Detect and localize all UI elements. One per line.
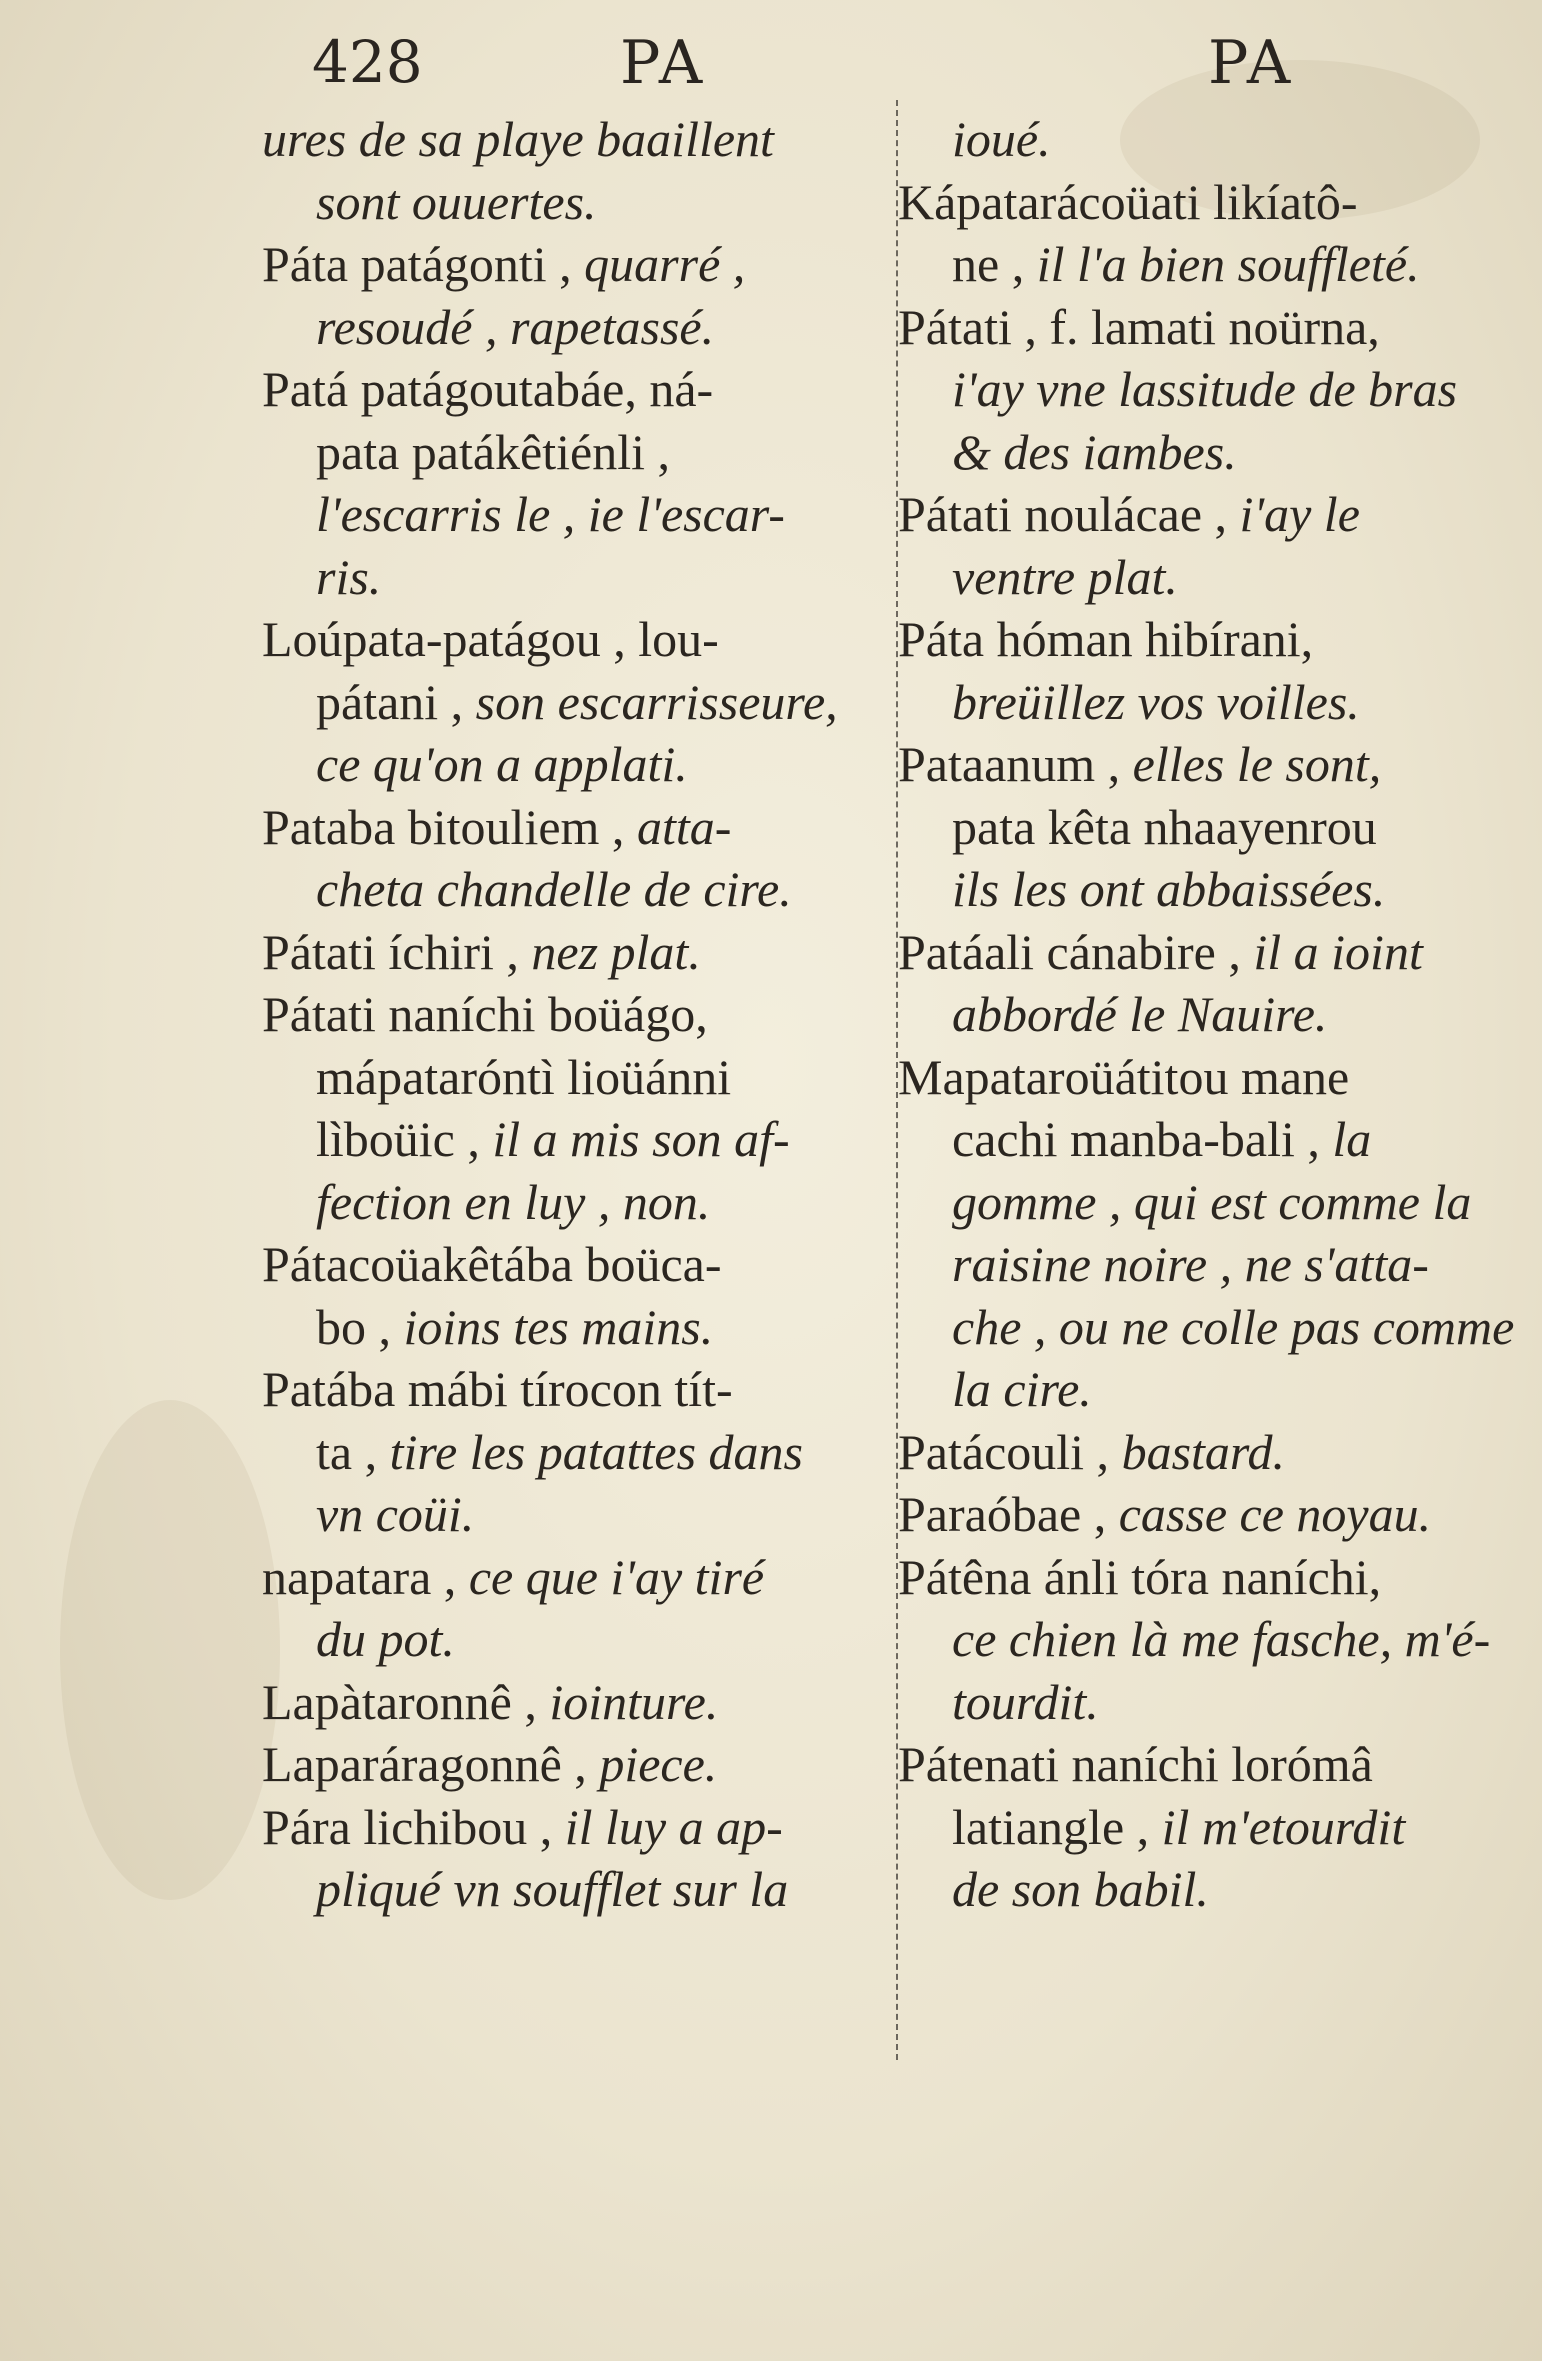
- french-gloss: il l'a bien souffleté.: [1036, 236, 1420, 292]
- french-gloss: ils les ont abbaissées.: [952, 861, 1386, 917]
- french-gloss: pliqué vn soufflet sur la: [316, 1861, 789, 1917]
- carib-term: Lapàtaronnê ,: [262, 1673, 550, 1730]
- dictionary-line: [898, 796, 1518, 859]
- french-gloss: la cire.: [952, 1361, 1092, 1417]
- dictionary-line: [262, 1296, 892, 1359]
- dictionary-line: [898, 983, 1518, 1046]
- dictionary-line: [262, 1608, 892, 1671]
- dictionary-line: [262, 1233, 892, 1296]
- carib-term: Mapataroüátitou mane: [898, 1048, 1350, 1105]
- dictionary-line: [262, 1796, 892, 1859]
- dictionary-line: [898, 1546, 1518, 1609]
- french-gloss: tire les patattes dans: [389, 1423, 803, 1480]
- dictionary-line: [262, 671, 892, 734]
- dictionary-line: [898, 858, 1518, 921]
- carib-term: ta ,: [316, 1423, 390, 1480]
- carib-term: cachi manba-bali ,: [952, 1111, 1333, 1167]
- dictionary-line: [898, 1358, 1518, 1421]
- carib-term: Pátêna ánli tóra naníchi,: [898, 1548, 1382, 1605]
- french-gloss: il m'etourdit: [1161, 1798, 1406, 1855]
- french-gloss: il a ioint: [1253, 923, 1423, 980]
- carib-term: pata kêta nhaayenrou: [952, 798, 1377, 855]
- dictionary-line: [898, 108, 1518, 171]
- french-gloss: che , ou ne colle pas comme: [952, 1298, 1515, 1355]
- french-gloss: ce que i'ay tiré: [468, 1548, 765, 1605]
- carib-term: mápataróntì lioüánni: [316, 1048, 732, 1105]
- dictionary-line: [898, 1108, 1518, 1171]
- dictionary-line: [898, 1608, 1518, 1671]
- carib-term: Patá patágoutabáe, ná-: [262, 361, 714, 417]
- dictionary-line: [898, 1671, 1518, 1734]
- french-gloss: l'escarris le , ie l'escar-: [316, 486, 785, 542]
- dictionary-line: [262, 1733, 892, 1796]
- dictionary-line: [898, 296, 1518, 359]
- dictionary-line: [898, 421, 1518, 484]
- french-gloss: bastard.: [1121, 1423, 1286, 1480]
- french-gloss: du pot.: [316, 1611, 455, 1667]
- dictionary-line: [262, 1421, 892, 1484]
- page-stain: [60, 1400, 280, 1900]
- dictionary-line: [898, 1171, 1518, 1234]
- carib-term: latiangle ,: [952, 1798, 1162, 1855]
- dictionary-line: [262, 483, 892, 546]
- carib-term: Pátenati naníchi lorómâ: [898, 1736, 1373, 1792]
- french-gloss: breüillez vos voilles.: [952, 673, 1360, 730]
- dictionary-line: [898, 483, 1518, 546]
- carib-term: Pátati noulácae ,: [898, 486, 1240, 542]
- dictionary-line: [898, 233, 1518, 296]
- dictionary-line: [898, 1733, 1518, 1796]
- french-gloss: abbordé le Nauire.: [952, 986, 1328, 1042]
- french-gloss: cheta chandelle de cire.: [316, 861, 792, 917]
- dictionary-line: [898, 1483, 1518, 1546]
- carib-term: pata patákêtiénli ,: [316, 423, 671, 480]
- dictionary-line: [898, 1421, 1518, 1484]
- running-head-left: PA: [620, 28, 707, 98]
- french-gloss: quarré ,: [584, 236, 746, 292]
- carib-term: Pataba bitouliem ,: [262, 798, 637, 855]
- carib-term: Kápatarácoüati likíatô-: [898, 173, 1358, 230]
- french-gloss: il a mis son af-: [492, 1111, 790, 1167]
- dictionary-line: [262, 858, 892, 921]
- dictionary-line: [262, 108, 892, 171]
- french-gloss: iointure.: [549, 1673, 719, 1730]
- left-column: [262, 108, 892, 1921]
- dictionary-line: [262, 608, 892, 671]
- dictionary-line: [898, 358, 1518, 421]
- dictionary-line: [262, 1171, 892, 1234]
- french-gloss: ioins tes mains.: [403, 1298, 714, 1355]
- french-gloss: casse ce noyau.: [1118, 1486, 1432, 1542]
- dictionary-line: [262, 921, 892, 984]
- carib-term: Patácouli ,: [898, 1423, 1122, 1480]
- french-gloss: la: [1332, 1111, 1372, 1167]
- french-gloss: ventre plat.: [952, 548, 1178, 605]
- french-gloss: i'ay le: [1239, 486, 1360, 542]
- carib-term: Patába mábi tírocon tít-: [262, 1361, 733, 1417]
- dictionary-line: [262, 796, 892, 859]
- french-gloss: piece.: [599, 1736, 718, 1792]
- dictionary-line: [262, 1858, 892, 1921]
- french-gloss: gomme , qui est comme la: [952, 1173, 1472, 1230]
- dictionary-line: [262, 733, 892, 796]
- carib-term: Páta hóman hibírani,: [898, 611, 1314, 667]
- french-gloss: sont ouuertes.: [316, 173, 597, 230]
- carib-term: Loúpata-patágou , lou-: [262, 611, 719, 667]
- page-header: [0, 28, 1542, 118]
- carib-term: Paraóbae ,: [898, 1486, 1119, 1542]
- carib-term: Pátati , f. lamati noürna,: [898, 298, 1380, 355]
- dictionary-line: [898, 546, 1518, 609]
- dictionary-line: [262, 296, 892, 359]
- french-gloss: & des iambes.: [952, 423, 1237, 480]
- french-gloss: resoudé , rapetassé.: [316, 298, 715, 355]
- dictionary-line: [262, 1108, 892, 1171]
- french-gloss: ce chien là me fasche, m'é-: [952, 1611, 1491, 1667]
- page-number: 428: [312, 28, 423, 96]
- french-gloss: vn coüi.: [316, 1486, 475, 1542]
- dictionary-line: [262, 171, 892, 234]
- french-gloss: ce qu'on a applati.: [316, 736, 688, 792]
- carib-term: Pátati íchiri ,: [262, 923, 532, 980]
- dictionary-line: [898, 1046, 1518, 1109]
- carib-term: Páta patágonti ,: [262, 236, 585, 292]
- dictionary-line: [262, 1483, 892, 1546]
- dictionary-line: [262, 1671, 892, 1734]
- dictionary-line: [262, 358, 892, 421]
- dictionary-line: [262, 233, 892, 296]
- dictionary-line: [898, 608, 1518, 671]
- dictionary-line: [262, 546, 892, 609]
- carib-term: Pataanum ,: [898, 736, 1133, 792]
- carib-term: pátani ,: [316, 673, 476, 730]
- carib-term: Pátacoüakêtába boüca-: [262, 1236, 722, 1292]
- dictionary-line: [898, 1858, 1518, 1921]
- french-gloss: tourdit.: [952, 1673, 1099, 1730]
- french-gloss: il luy a ap-: [564, 1798, 783, 1855]
- dictionary-line: [262, 1546, 892, 1609]
- french-gloss: de son babil.: [952, 1861, 1209, 1917]
- french-gloss: raisine noire , ne s'atta-: [952, 1236, 1429, 1292]
- dictionary-line: [262, 1046, 892, 1109]
- carib-term: Pátati naníchi boüágo,: [262, 986, 708, 1042]
- french-gloss: ioué.: [952, 111, 1051, 167]
- right-column: [898, 108, 1518, 1921]
- dictionary-line: [898, 1296, 1518, 1359]
- dictionary-line: [898, 1233, 1518, 1296]
- dictionary-line: [898, 733, 1518, 796]
- dictionary-line: [262, 1358, 892, 1421]
- carib-term: Laparáragonnê ,: [262, 1736, 600, 1792]
- french-gloss: atta-: [636, 798, 732, 855]
- french-gloss: ris.: [316, 548, 382, 605]
- french-gloss: i'ay vne lassitude de bras: [952, 361, 1458, 417]
- carib-term: ne ,: [952, 236, 1037, 292]
- dictionary-line: [262, 421, 892, 484]
- dictionary-line: [898, 921, 1518, 984]
- carib-term: bo ,: [316, 1298, 404, 1355]
- carib-term: Pára lichibou ,: [262, 1798, 565, 1855]
- french-gloss: fection en luy , non.: [316, 1173, 711, 1230]
- french-gloss: son escarrisseure,: [475, 673, 838, 730]
- french-gloss: ures de sa playe baaillent: [262, 111, 774, 167]
- carib-term: napatara ,: [262, 1548, 469, 1605]
- carib-term: lìboüic ,: [316, 1111, 493, 1167]
- french-gloss: nez plat.: [531, 923, 701, 980]
- french-gloss: elles le sont,: [1132, 736, 1382, 792]
- dictionary-line: [898, 171, 1518, 234]
- carib-term: Patáali cánabire ,: [898, 923, 1254, 980]
- dictionary-line: [262, 983, 892, 1046]
- dictionary-line: [898, 671, 1518, 734]
- dictionary-line: [898, 1796, 1518, 1859]
- running-head-right: PA: [1208, 28, 1295, 98]
